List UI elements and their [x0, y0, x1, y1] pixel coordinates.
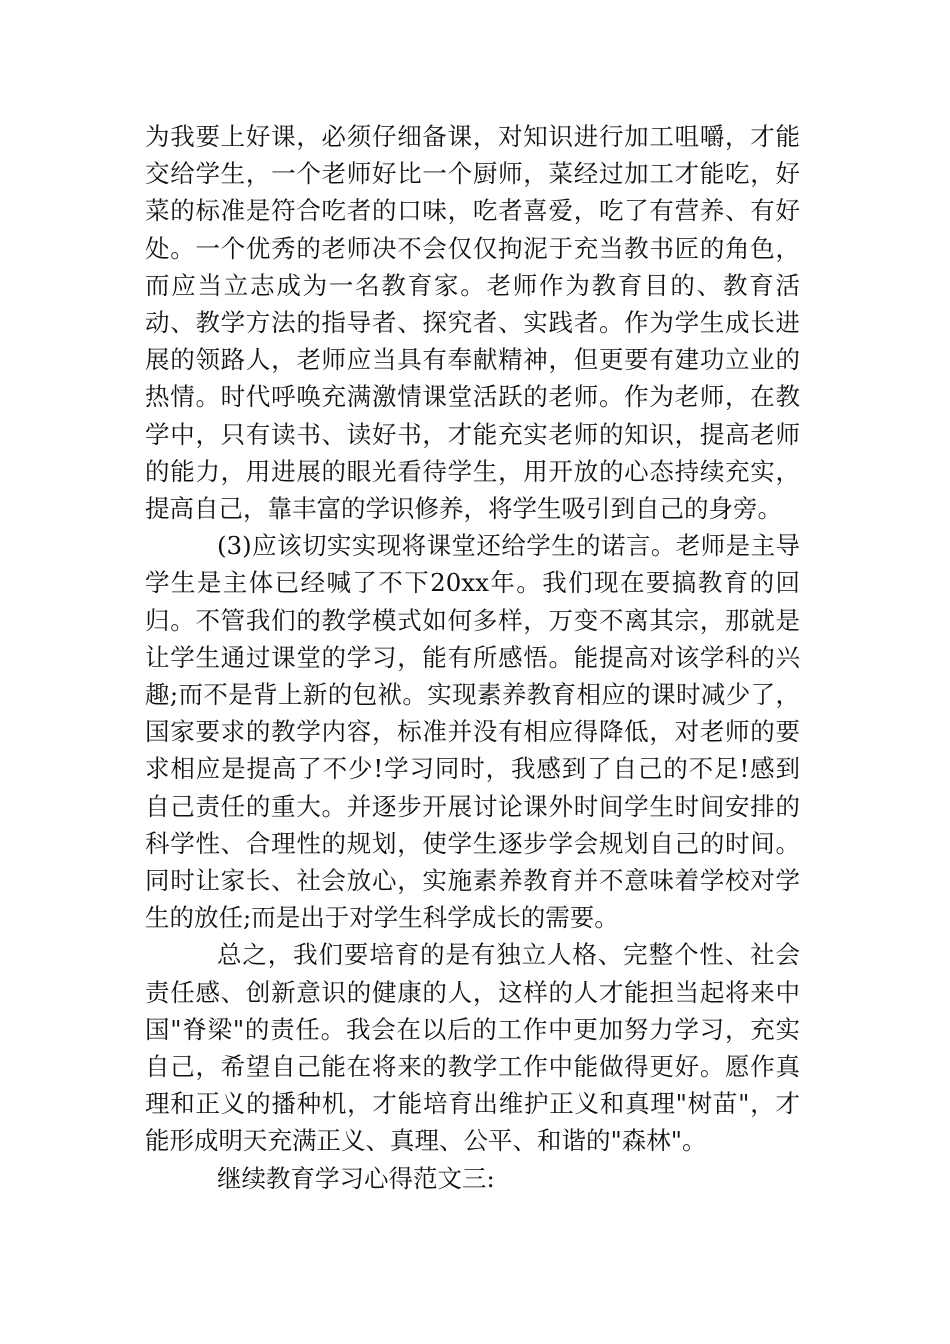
- document-page: [145, 118, 800, 1197]
- paragraph-lesson-preparation: 为我要上好课，必须仔细备课，对知识进行加工咀嚼，才能交给学生，一个老师好比一个厨师，菜经过加工才能吃，好菜的标准是符合吃者的口味，吃者喜爱，吃了有营养、有好处。一个优秀的老师决不会仅仅拘泥于充当教书匠的角色，而应当立志成为一名教育家。老师作为教育目的、教育活动、教学方法的指导者、探究者、实践者。作为学生成长进展的领路人，老师应当具有奉献精神，但更要有建功立业的热情。时代呼唤充满激情课堂活跃的老师。作为老师，在教学中，只有读书、读好书，才能充实老师的知识，提高老师的能力，用进展的眼光看待学生，用开放的心态持续充实，提高自己，靠丰富的学识修养，将学生吸引到自己的身旁。: [145, 122, 800, 524]
- section-heading-sample-three: 继续教育学习心得范文三:: [217, 1163, 495, 1193]
- paragraph-conclusion: 总之，我们要培育的是有独立人格、完整个性、社会责任感、创新意识的健康的人，这样的人才能担当起将来中国"脊梁"的责任。我会在以后的工作中更加努力学习，充实自己，希望自己能在将来的教学工作中能做得更好。愿作真理和正义的播种机，才能培育出维护正义和真理"树苗"，才能形成明天充满正义、真理、公平、和谐的"森林"。: [145, 940, 800, 1156]
- paragraph-return-classroom: (3)应该切实实现将课堂还给学生的诺言。老师是主导学生是主体已经喊了不下20xx年。我们现在要搞教育的回归。不管我们的教学模式如何多样，万变不离其宗，那就是让学生通过课堂的学习，能有所感悟。能提高对该学科的兴趣;而不是背上新的包袱。实现素养教育相应的课时减少了，国家要求的教学内容，标准并没有相应得降低，对老师的要求相应是提高了不少!学习同时，我感到了自己的不足!感到自己责任的重大。并逐步开展讨论课外时间学生时间安排的科学性、合理性的规划，使学生逐步学会规划自己的时间。同时让家长、社会放心，实施素养教育并不意味着学校对学生的放任;而是出于对学生科学成长的需要。: [145, 531, 800, 933]
